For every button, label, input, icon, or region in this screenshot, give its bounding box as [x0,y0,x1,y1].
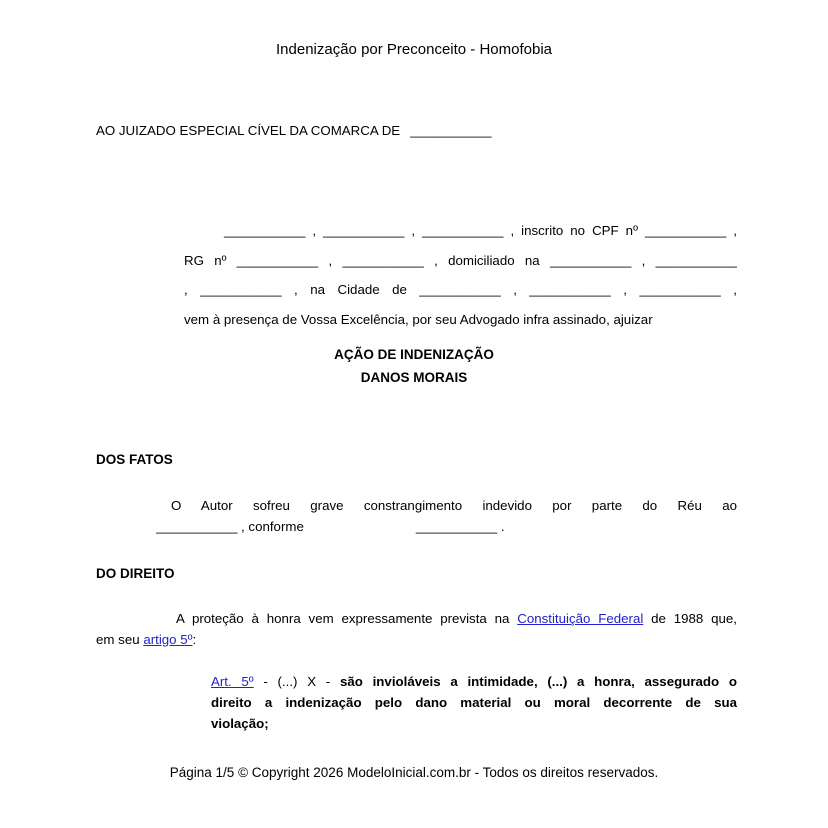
law-line-1-text-after: de 1988 que, [643,611,737,626]
law-line-1 [96,608,737,629]
qualification-paragraph [184,216,737,334]
addressing-label: AO JUIZADO ESPECIAL CÍVEL DA COMARCA DE [96,123,401,138]
law-line-1-text: A proteção à honra vem expressamente prevista na [176,611,518,626]
addressing-line [96,123,492,138]
constituicao-federal-link[interactable]: Constituição Federal [517,611,644,626]
quote-line-1-bold: são invioláveis a intimidade, (...) a honra, assegurado o [339,674,737,689]
action-heading-line-1: AÇÃO DE INDENIZAÇÃO [334,347,494,362]
facts-line-2-blank-conforme: ___________ , conforme [156,519,304,534]
law-line-2-text-after: : [192,632,197,647]
qualification-line-4: vem à presença de Vossa Excelência, por seu Advogado infra assinado, ajuizar [184,311,653,327]
law-line-2-text: em seu [96,632,144,647]
qualification-line-3: , ___________ , na Cidade de ___________ , ___________ , ___________ , [184,282,737,298]
qualification-line-2: RG nº ___________ , ___________ , domiciliado na ___________ , ___________ [184,252,737,268]
quote-line-3: violação; [211,716,269,731]
art-5-link[interactable]: Art. 5º [211,674,254,689]
addressing-blank: ___________ [410,123,492,138]
law-quote-block [211,671,737,734]
quote-line-1 [211,671,737,692]
artigo-5-link[interactable]: artigo 5º [143,632,193,647]
facts-line-2-second-blank: ___________ . [415,519,505,534]
document-title: Indenização por Preconceito - Homofobia [276,41,552,58]
law-line-2 [96,629,737,650]
quote-line-1-plain: - (...) X - [253,674,340,689]
facts-line-1: O Autor sofreu grave constrangimento indevido por parte do Réu ao [171,498,737,513]
facts-line-2 [156,516,737,537]
quote-line-2: direito a indenização pelo dano material ou moral decorrente de sua [211,695,737,710]
law-paragraph [96,608,737,650]
page-footer: Página 1/5 © Copyright 2026 ModeloInicial.com.br - Todos os direitos reservados. [169,765,659,780]
action-heading [0,344,828,389]
facts-section-heading: DOS FATOS [96,452,173,467]
facts-paragraph [156,495,737,537]
qualification-line-1: ___________ , ___________ , ___________ , inscrito no CPF nº ___________ , [224,223,737,238]
action-heading-line-2: DANOS MORAIS [360,369,468,385]
law-section-heading: DO DIREITO [96,566,175,581]
